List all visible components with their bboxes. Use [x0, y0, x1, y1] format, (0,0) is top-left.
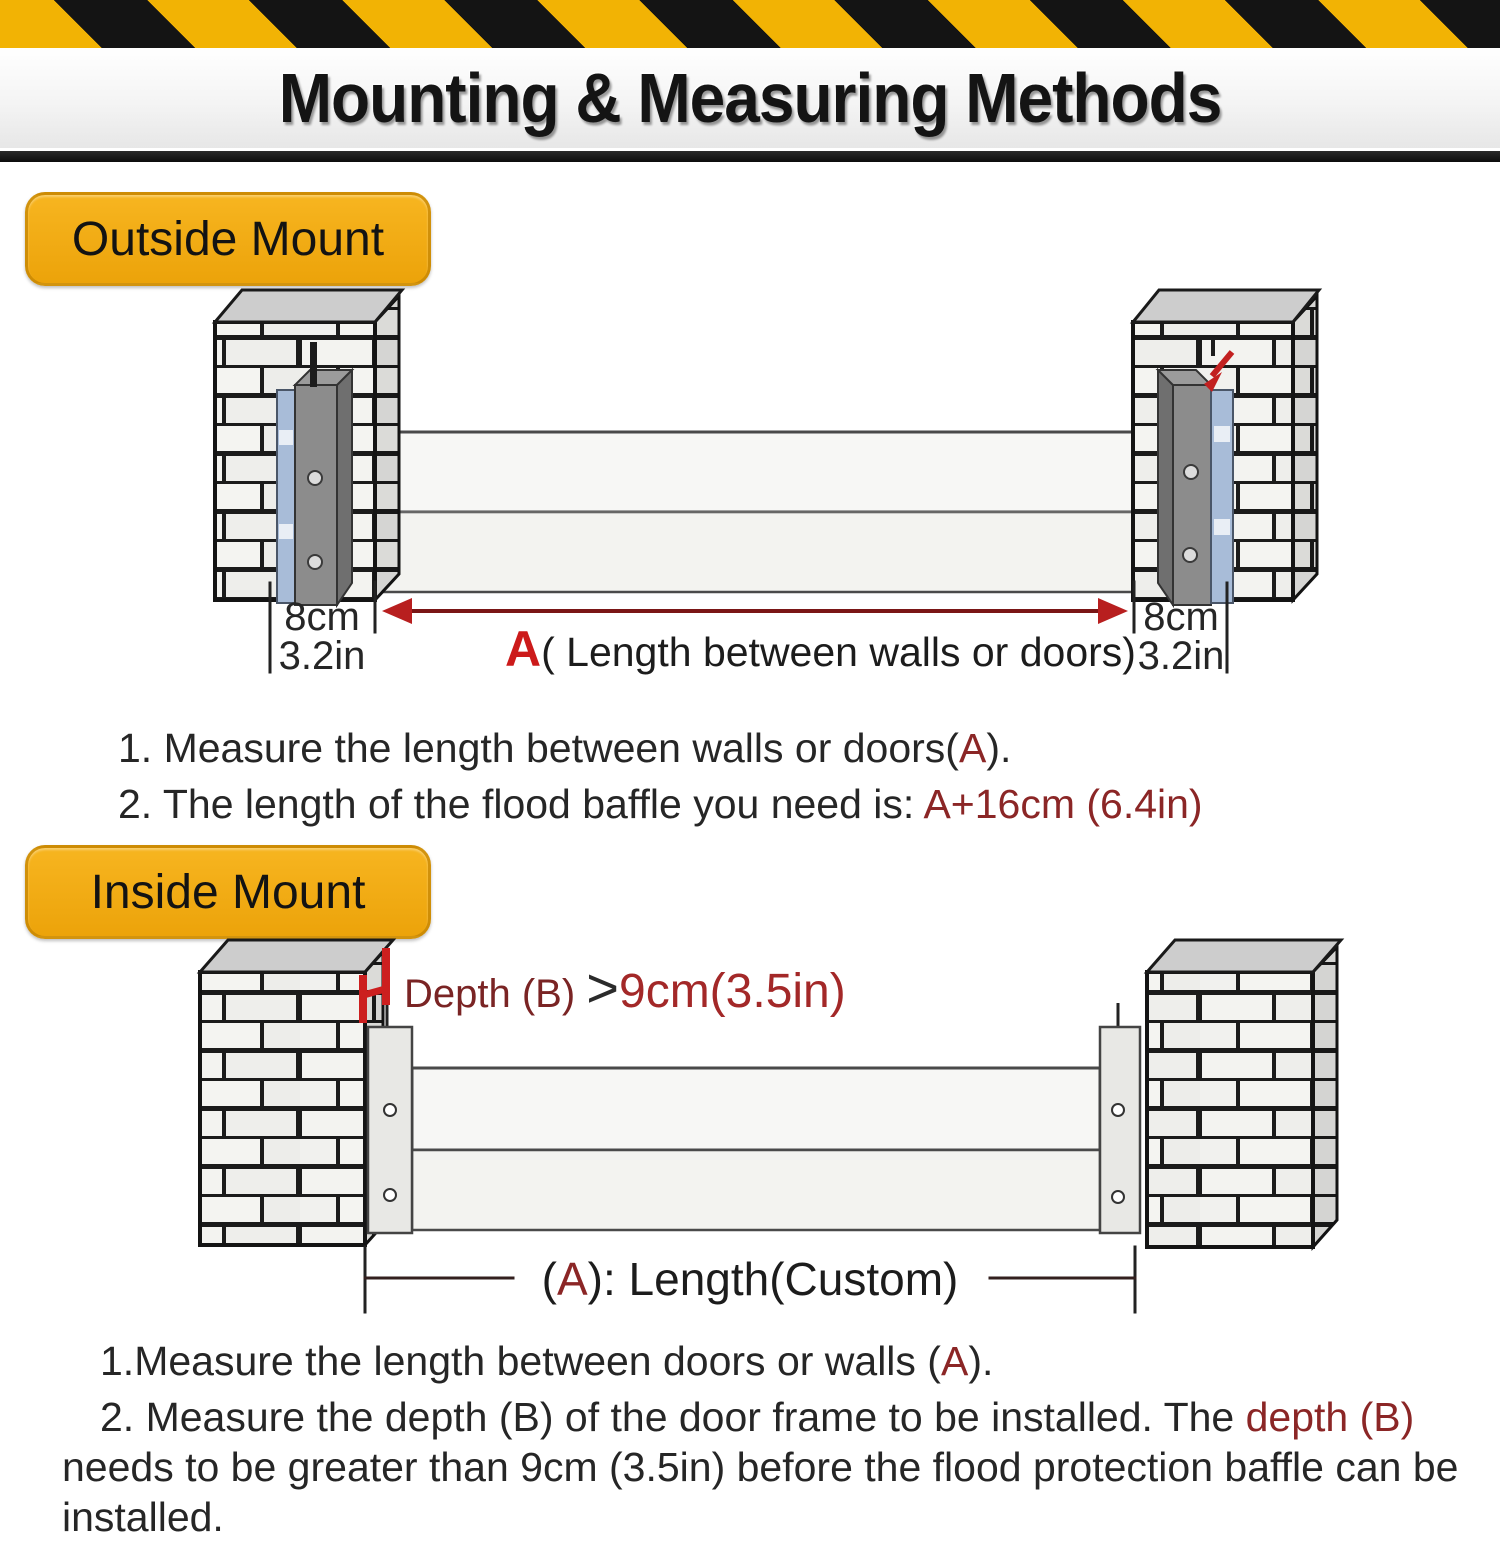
inside-mount-diagram	[0, 935, 1500, 1335]
right-mount-bracket	[1100, 1003, 1140, 1233]
header-divider	[0, 151, 1500, 162]
outside-mount-badge	[25, 192, 431, 286]
left-seal-strip	[277, 390, 295, 603]
left-mount-bracket	[295, 342, 352, 605]
left-overlap-in-label: 3.2in	[278, 634, 366, 678]
inside-step-1: 1.Measure the length between doors or walls (A).	[100, 1338, 994, 1384]
outside-mount-instructions	[118, 720, 1448, 832]
right-seal-strip	[1211, 390, 1233, 603]
outside-step-1: 1. Measure the length between walls or doors(A).	[118, 725, 1012, 771]
outside-mount-diagram	[0, 280, 1500, 700]
outside-step-2: 2. The length of the flood baffle you need is: A+16cm (6.4in)	[118, 781, 1203, 827]
left-bracket-pin	[310, 342, 317, 387]
outside-mount-badge-label: Outside Mount	[71, 212, 385, 266]
inside-mount-badge	[25, 845, 431, 939]
left-mount-bracket	[368, 1005, 412, 1233]
flood-baffle-panel	[412, 1068, 1100, 1230]
length-custom-label: (A): Length(Custom)	[541, 1253, 959, 1305]
right-overlap-in-label: 3.2in	[1137, 634, 1225, 678]
inside-step-2: 2. Measure the depth (B) of the door frame to be installed. The depth (B) needs to be greater than 9cm (3.5in) before the flood protection baffle can be installed.	[62, 1394, 1459, 1540]
page-title: Mounting & Measuring Methods	[278, 59, 1222, 137]
left-overlap-cm-label: 8cm	[284, 595, 360, 639]
caution-stripe-banner	[0, 0, 1500, 48]
right-overlap-cm-label: 8cm	[1143, 595, 1219, 639]
right-brick-pillar	[1147, 940, 1341, 1247]
inside-mount-badge-label: Inside Mount	[90, 865, 366, 919]
flood-baffle-panel	[293, 432, 1237, 592]
title-band	[0, 48, 1500, 148]
right-mount-bracket	[1158, 370, 1211, 605]
span-a-label: A( Length between walls or doors)	[505, 621, 1136, 677]
depth-label: Depth (B) >9cm(3.5in)	[404, 956, 846, 1019]
